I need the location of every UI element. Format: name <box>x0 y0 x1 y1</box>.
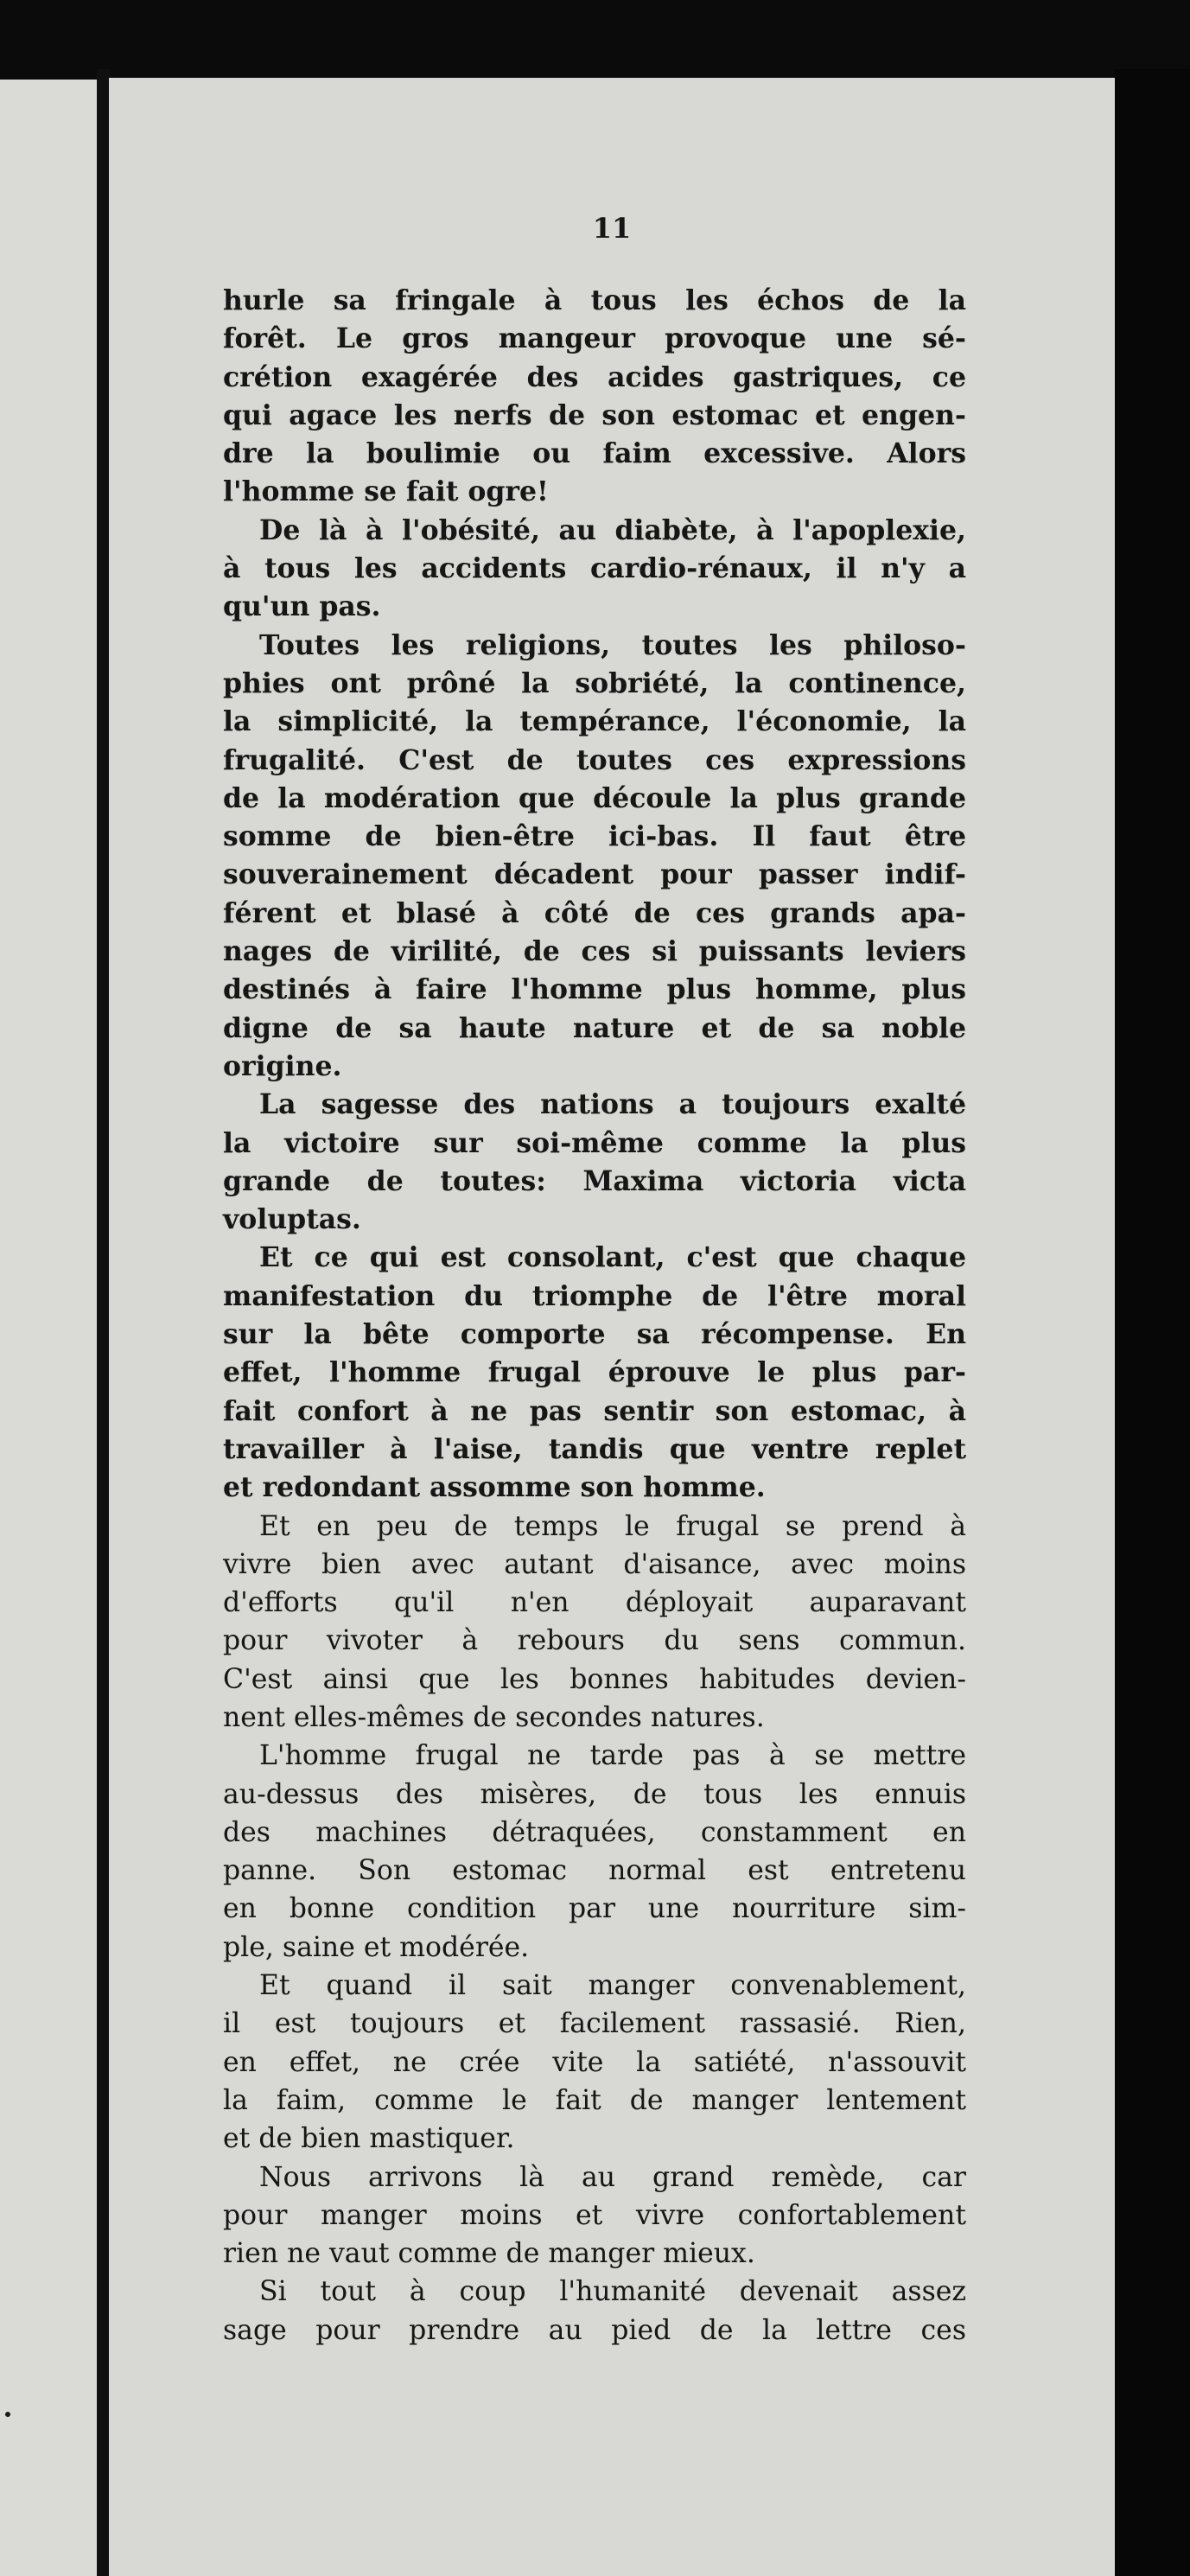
text-line: grande de toutes: Maxima victoria victa <box>223 1164 966 1197</box>
paragraph <box>223 627 966 1087</box>
text-line: la simplicité, la tempérance, l'économie, la <box>223 705 966 738</box>
scan-speck <box>5 2412 10 2417</box>
text-line: C'est ainsi que les bonnes habitudes devien- <box>223 1663 966 1695</box>
text-line: au-dessus des misères, de tous les ennuis <box>223 1778 966 1810</box>
text-line: crétion exagérée des acides gastriques, ce <box>223 360 966 393</box>
paragraph <box>223 1967 966 2158</box>
text-line: sage pour prendre au pied de la lettre ces <box>223 2314 966 2346</box>
paragraph <box>223 1508 966 1738</box>
text-line: des machines détraquées, constamment en <box>223 1816 966 1848</box>
text-line: frugalité. C'est de toutes ces expressions <box>223 743 966 776</box>
text-line: qu'un pas. <box>223 590 381 623</box>
text-line: qui agace les nerfs de son estomac et engen- <box>223 399 966 431</box>
text-line: Et ce qui est consolant, c'est que chaque <box>259 1241 966 1274</box>
text-line: et de bien mastiquer. <box>223 2123 515 2155</box>
paragraph <box>223 1086 966 1239</box>
text-line: La sagesse des nations a toujours exalté <box>259 1088 966 1121</box>
text-line: nages de virilité, de ces si puissants leviers <box>223 935 966 968</box>
text-line: vivre bien avec autant d'aisance, avec moins <box>223 1548 966 1580</box>
text-line: origine. <box>223 1049 342 1082</box>
text-line: De là à l'obésité, au diabète, à l'apoplexie, <box>259 513 966 546</box>
paragraph <box>223 2273 966 2350</box>
text-line: pour vivoter à rebours du sens commun. <box>223 1625 966 1657</box>
text-line: L'homme frugal ne tarde pas à se mettre <box>259 1740 966 1772</box>
text-line: Et quand il sait manger convenablement, <box>259 1970 966 2002</box>
text-line: et redondant assomme son homme. <box>223 1471 766 1504</box>
text-line: effet, l'homme frugal éprouve le plus par- <box>223 1356 966 1389</box>
body-text <box>223 282 966 2350</box>
text-line: nent elles-mêmes de secondes natures. <box>223 1701 765 1733</box>
text-line: panne. Son estomac normal est entretenu <box>223 1855 966 1887</box>
text-line: forêt. Le gros mangeur provoque une sé- <box>223 322 966 355</box>
text-line: dre la boulimie ou faim excessive. Alors <box>223 437 966 470</box>
text-line: Toutes les religions, toutes les philoso- <box>259 628 966 661</box>
paragraph <box>223 282 966 512</box>
paragraph <box>223 2158 966 2273</box>
text-line: voluptas. <box>223 1203 361 1236</box>
text-line: hurle sa fringale à tous les échos de la <box>223 284 966 316</box>
text-line: l'homme se fait ogre! <box>223 475 549 508</box>
text-line: fait confort à ne pas sentir son estomac, à <box>223 1394 966 1427</box>
text-line: Si tout à coup l'humanité devenait assez <box>259 2276 966 2308</box>
text-line: à tous les accidents cardio-rénaux, il n'y a <box>223 552 966 585</box>
text-line: la victoire sur soi-même comme la plus <box>223 1126 966 1159</box>
text-line: en effet, ne crée vite la satiété, n'assouvit <box>223 2046 966 2078</box>
paragraph <box>223 512 966 627</box>
paragraph <box>223 1737 966 1967</box>
facing-page-edge <box>0 80 97 2576</box>
paragraph <box>223 1239 966 1507</box>
text-line: férent et blasé à côté de ces grands apa- <box>223 896 966 929</box>
text-line: sur la bête comporte sa récompense. En <box>223 1318 966 1351</box>
text-line: digne de sa haute nature et de sa noble <box>223 1011 966 1044</box>
text-line: pour manger moins et vivre confortablement <box>223 2199 966 2231</box>
text-line: en bonne condition par une nourriture sim- <box>223 1893 966 1925</box>
text-line: travailler à l'aise, tandis que ventre replet <box>223 1432 966 1465</box>
text-line: Et en peu de temps le frugal se prend à <box>259 1510 966 1542</box>
text-line: de la modération que découle la plus grande <box>223 781 966 814</box>
text-line: ple, saine et modérée. <box>223 1931 530 1963</box>
scan-border <box>1115 69 1190 2576</box>
book-page <box>109 78 1115 2576</box>
text-line: rien ne vaut comme de manger mieux. <box>223 2238 755 2270</box>
page-number: 11 <box>592 212 632 245</box>
text-line: souverainement décadent pour passer indif- <box>223 858 966 891</box>
text-line: il est toujours et facilement rassasié. Rien, <box>223 2008 966 2040</box>
text-line: phies ont prôné la sobriété, la continence, <box>223 666 966 699</box>
text-line: Nous arrivons là au grand remède, car <box>259 2161 966 2193</box>
text-line: somme de bien-être ici-bas. Il faut être <box>223 820 966 853</box>
text-line: d'efforts qu'il n'en déployait auparavant <box>223 1587 966 1619</box>
text-line: destinés à faire l'homme plus homme, plus <box>223 973 966 1006</box>
text-line: manifestation du triomphe de l'être moral <box>223 1279 966 1312</box>
text-line: la faim, comme le fait de manger lentement <box>223 2084 966 2116</box>
